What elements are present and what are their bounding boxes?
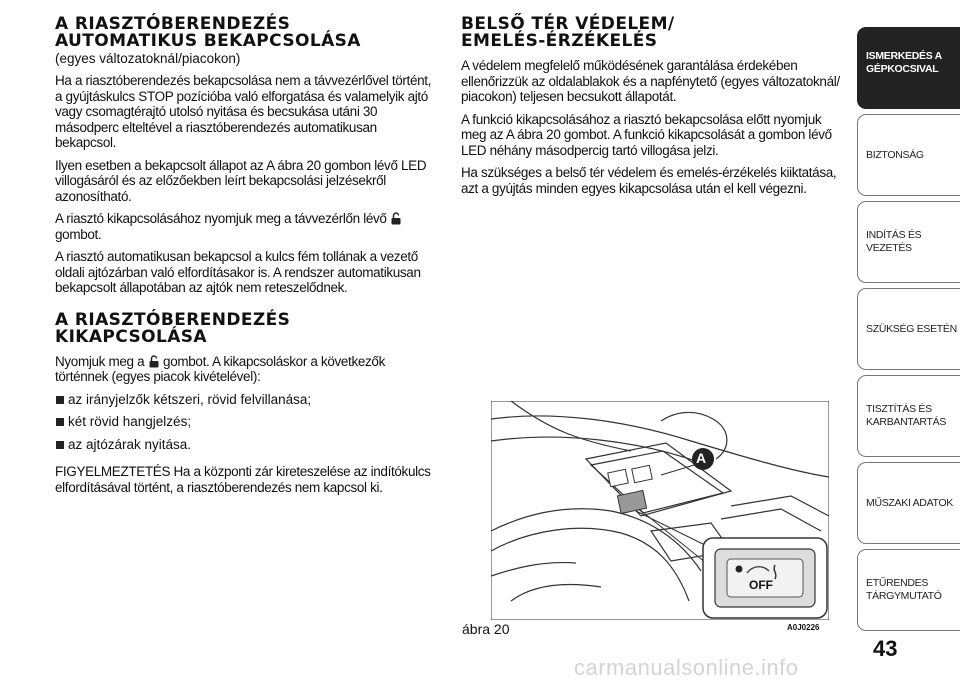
roof-console-illustration <box>491 401 829 620</box>
section-title-interior-protection: BELSŐ TÉR VÉDELEM/ EMELÉS-ÉRZÉKELÉS <box>461 14 675 51</box>
page-number: 43 <box>873 636 898 661</box>
warning-paragraph: FIGYELMEZTETÉS Ha a központi zár kireteszelése az indítókulcs elfordításával történt, a riasztóberendezés nem kapcsol ki. <box>55 464 431 495</box>
tab-muszaki[interactable]: MŰSZAKI ADATOK <box>857 462 960 544</box>
tab-szukseg[interactable]: SZÜKSÉG ESETÉN <box>857 288 960 370</box>
watermark-text: carmanualsonline.info <box>574 655 799 680</box>
callout-a-label: A <box>696 450 707 466</box>
bullet-square-icon <box>56 418 64 426</box>
figure-roof-console <box>491 401 829 620</box>
paragraph: Ha szükséges a belső tér védelem és emelés-érzékelés kiiktatása, azt a gyújtás minden egyes kikapcsolása után el kell végezni. <box>461 165 837 196</box>
paragraph: Ilyen esetben a bekapcsolt állapot az A ábra 20 gombon lévő LED villogásáról és az előzőekben leírt bekapcsolási jelzésekről azonosítható. <box>55 157 427 204</box>
section-title-auto-arm: A RIASZTÓBERENDEZÉS AUTOMATIKUS BEKAPCSOLÁSA <box>55 14 361 51</box>
list-item: két rövid hangjelzés; <box>55 414 438 430</box>
section-title-disarm: A RIASZTÓBERENDEZÉS KIKAPCSOLÁSA <box>55 309 291 347</box>
tab-ismerkedes[interactable]: ISMERKEDÉS A GÉPKOCSIVAL <box>857 27 960 109</box>
figure-code: A0J0226 <box>787 623 820 632</box>
tab-biztonsag[interactable]: BIZTONSÁG <box>857 114 960 196</box>
figure-caption: ábra 20 <box>462 621 510 637</box>
section-subtitle: (egyes változatoknál/piacokon) <box>55 51 241 66</box>
list-item: az ajtózárak nyitása. <box>55 437 438 453</box>
list-item: az irányjelzők kétszeri, rövid felvillanása; <box>55 392 438 408</box>
middle-column <box>461 16 847 203</box>
unlock-icon <box>391 212 401 225</box>
paragraph: Nyomjuk meg a gombot. A kikapcsoláskor a következők történnek (egyes piacok kivételével): <box>55 353 385 384</box>
tab-tisztitas[interactable]: TISZTÍTÁS ÉS KARBANTARTÁS <box>857 375 960 457</box>
off-button-label: OFF <box>749 578 773 592</box>
paragraph: Ha a riasztóberendezés bekapcsolása nem a távvezérlővel történt, a gyújtáskulcs STOP pozícióba való elforgatása és valamelyik ajtó vagy csomagtérajtó utolsó nyitása és becsukása utáni 30 másodperc elteltével a riasztóberendezés automatikusan bekapcsol. <box>55 73 432 150</box>
tab-inditas[interactable]: INDÍTÁS ÉS VEZETÉS <box>857 201 960 283</box>
unlock-icon <box>149 355 159 368</box>
tab-targymutato[interactable]: ETŰRENDES TÁRGYMUTATÓ <box>857 549 960 631</box>
paragraph: A riasztó kikapcsolásához nyomjuk meg a távvezérlőn lévő gombot. <box>55 211 438 242</box>
paragraph: A funkció kikapcsolásához a riasztó bekapcsolása előtt nyomjuk meg az A ábra 20 gombot. A funkció kikapcsolását a gombon lévő LED néhány másodpercig tartó villogása jelzi. <box>461 111 832 158</box>
bullet-square-icon <box>56 441 64 449</box>
paragraph: A riasztó automatikusan bekapcsol a kulcs fém tollának a vezető oldali ajtózárban való elfordításakor is. A rendszer automatikusan bekapcsolt állapotában az ajtók nem reteszelődnek. <box>55 249 421 295</box>
paragraph: A védelem megfelelő működésének garantálása érdekében ellenőrizzük az oldalablakok és a napfénytető (egyes változatoknál/ piacokon) teljesen becsukott állapotát. <box>461 58 840 104</box>
left-column <box>55 16 438 502</box>
bullet-square-icon <box>56 396 64 404</box>
